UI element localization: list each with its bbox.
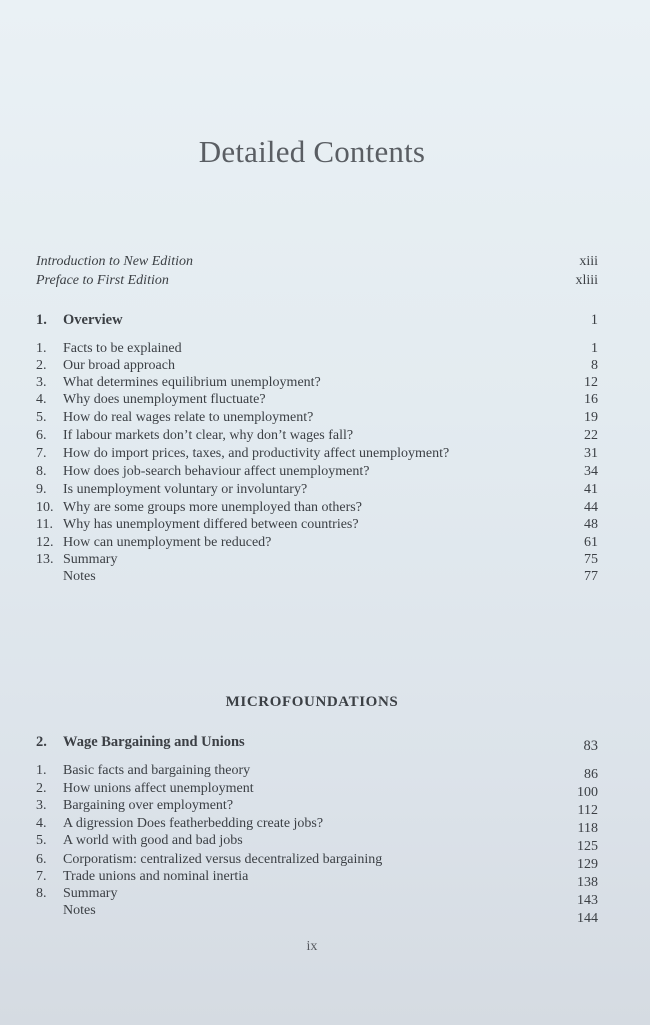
section-label: Basic facts and bargaining theory [63, 763, 251, 778]
toc-page-number: 1 [591, 341, 598, 356]
toc-page-number: 1 [590, 312, 598, 328]
section-label: A world with good and bad jobs [63, 833, 243, 848]
section-number: 5. [36, 410, 47, 425]
section-label: Trade unions and nominal inertia [63, 869, 249, 884]
toc-page-number: 83 [583, 738, 598, 754]
section-label: Summary [63, 552, 118, 567]
toc-page-number: 144 [577, 911, 598, 926]
section-label: Why does unemployment fluctuate? [63, 392, 266, 407]
toc-page-number: 19 [584, 410, 598, 425]
section-label: How unions affect unemployment [63, 781, 254, 796]
section-label: Our broad approach [63, 358, 175, 373]
page-folio: ix [306, 939, 318, 954]
section-number: 1. [36, 341, 47, 356]
section-number: 6. [36, 852, 47, 867]
toc-page-number: 118 [577, 821, 598, 836]
section-label: Corporatism: centralized versus decentralized bargaining [63, 852, 383, 867]
toc-page-number: 75 [584, 552, 598, 567]
toc-page-number: xliii [575, 273, 598, 288]
page-title: Detailed Contents [198, 134, 426, 169]
section-number: 10. [36, 500, 54, 515]
section-number: 4. [36, 816, 47, 831]
toc-page-number: 34 [584, 464, 598, 479]
section-number: 4. [36, 392, 47, 407]
section-number: 1. [36, 763, 47, 778]
toc-entry-label: Introduction to New Edition [36, 254, 193, 269]
toc-page-number: 129 [577, 857, 598, 872]
toc-page-number: 41 [584, 482, 598, 497]
toc-page-number: 31 [584, 446, 598, 461]
section-number: 5. [36, 833, 47, 848]
section-label: How do real wages relate to unemployment? [63, 410, 314, 425]
section-label: Notes [63, 903, 96, 918]
section-label: How does job-search behaviour affect unemployment? [63, 464, 370, 479]
toc-page-number: 112 [577, 803, 598, 818]
section-number: 8. [36, 886, 47, 901]
toc-entry-label: Preface to First Edition [36, 273, 169, 288]
toc-page-number: 12 [584, 375, 598, 390]
section-label: How can unemployment be reduced? [63, 535, 272, 550]
toc-page-number: 86 [584, 767, 598, 782]
toc-page-number: 77 [584, 569, 598, 584]
toc-page-number: 44 [584, 500, 598, 515]
section-label: How do import prices, taxes, and productivity affect unemployment? [63, 446, 450, 461]
part-heading: MICROFOUNDATIONS [225, 694, 399, 710]
section-number: 2. [36, 358, 47, 373]
toc-page-number: 100 [577, 785, 598, 800]
chapter-title: Wage Bargaining and Unions [63, 734, 245, 750]
section-label: If labour markets don’t clear, why don’t wages fall? [63, 428, 354, 443]
section-number: 9. [36, 482, 47, 497]
section-label: A digression Does featherbedding create jobs? [63, 816, 324, 831]
section-label: Notes [63, 569, 96, 584]
section-label: What determines equilibrium unemployment? [63, 375, 321, 390]
section-number: 3. [36, 375, 47, 390]
chapter-number: 1. [36, 312, 47, 328]
bleed-through-text [240, 56, 243, 72]
section-label: Bargaining over employment? [63, 798, 234, 813]
toc-page-number: 22 [584, 428, 598, 443]
chapter-number: 2. [36, 734, 47, 750]
chapter-title: Overview [63, 312, 123, 328]
toc-page-number: 16 [584, 392, 598, 407]
section-number: 3. [36, 798, 47, 813]
toc-page-number: 143 [577, 893, 598, 908]
section-number: 11. [36, 517, 53, 532]
section-label: Why has unemployment differed between countries? [63, 517, 359, 532]
section-number: 7. [36, 869, 47, 884]
section-label: Facts to be explained [63, 341, 182, 356]
toc-page-number: 138 [577, 875, 598, 890]
section-label: Why are some groups more unemployed than others? [63, 500, 362, 515]
section-number: 12. [36, 535, 54, 550]
section-number: 6. [36, 428, 47, 443]
section-number: 13. [36, 552, 54, 567]
toc-page-number: 8 [591, 358, 598, 373]
section-number: 2. [36, 781, 47, 796]
section-number: 7. [36, 446, 47, 461]
toc-page-number: 125 [577, 839, 598, 854]
section-label: Is unemployment voluntary or involuntary? [63, 482, 308, 497]
toc-page-number: 48 [584, 517, 598, 532]
toc-page-number: 61 [584, 535, 598, 550]
toc-page-number: xiii [579, 254, 598, 269]
section-label: Summary [63, 886, 118, 901]
section-number: 8. [36, 464, 47, 479]
